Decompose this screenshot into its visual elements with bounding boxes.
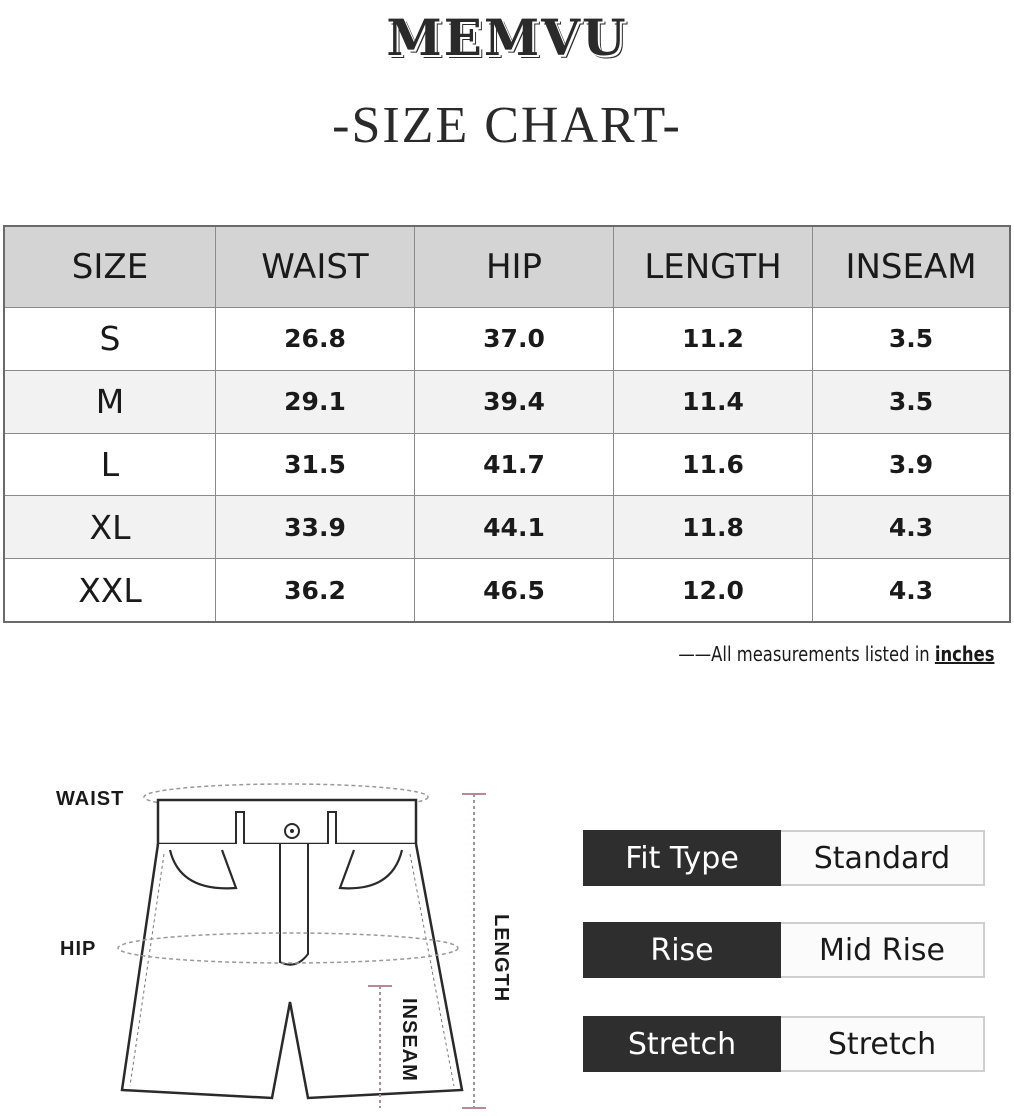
- inseam-cell: 4.3: [813, 496, 1011, 559]
- hip-cell: 44.1: [415, 496, 614, 559]
- size-cell: M: [4, 370, 216, 433]
- table-row: [4, 559, 1010, 622]
- spec-key: Rise: [583, 922, 781, 978]
- inseam-cell: 3.5: [813, 308, 1011, 371]
- table-row: [4, 370, 1010, 433]
- units-note-text: ——All measurements listed in: [677, 642, 935, 666]
- spec-value: Mid Rise: [781, 922, 985, 978]
- length-cell: 11.6: [614, 433, 813, 496]
- inseam-cell: 3.5: [813, 370, 1011, 433]
- column-header-hip: HIP: [415, 226, 614, 308]
- size-cell: XL: [4, 496, 216, 559]
- waist-cell: 36.2: [216, 559, 415, 622]
- table-row: [4, 496, 1010, 559]
- size-cell: XXL: [4, 559, 216, 622]
- spec-key: Fit Type: [583, 830, 781, 886]
- length-cell: 12.0: [614, 559, 813, 622]
- waist-cell: 26.8: [216, 308, 415, 371]
- waist-cell: 29.1: [216, 370, 415, 433]
- waist-cell: 33.9: [216, 496, 415, 559]
- units-note: [678, 642, 994, 666]
- length-cell: 11.8: [614, 496, 813, 559]
- column-header-inseam: INSEAM: [813, 226, 1011, 308]
- size-table: [3, 225, 1011, 623]
- spec-value: Stretch: [781, 1016, 985, 1072]
- hip-cell: 41.7: [415, 433, 614, 496]
- spec-value: Standard: [781, 830, 985, 886]
- spec-row-stretch: [583, 1016, 985, 1072]
- table-header-row: [4, 226, 1010, 308]
- length-label: LENGTH: [490, 914, 512, 1003]
- units-note-unit: inches: [934, 642, 994, 666]
- length-cell: 11.2: [614, 308, 813, 371]
- spec-key: Stretch: [583, 1016, 781, 1072]
- page-title: -SIZE CHART-: [332, 97, 682, 154]
- hip-cell: 46.5: [415, 559, 614, 622]
- brand-logo: MEMVU: [386, 8, 628, 67]
- waist-label: WAIST: [56, 788, 125, 810]
- inseam-cell: 4.3: [813, 559, 1011, 622]
- shorts-measurement-diagram: [40, 770, 540, 1116]
- hip-cell: 37.0: [415, 308, 614, 371]
- table-row: [4, 308, 1010, 371]
- column-header-size: SIZE: [4, 226, 216, 308]
- waistband-shape: [158, 800, 416, 844]
- column-header-waist: WAIST: [216, 226, 415, 308]
- spec-row-rise: [583, 922, 985, 978]
- inseam-label: INSEAM: [398, 998, 420, 1082]
- hip-label: HIP: [60, 938, 97, 960]
- length-cell: 11.4: [614, 370, 813, 433]
- column-header-length: LENGTH: [614, 226, 813, 308]
- shorts-illustration: [40, 770, 540, 1116]
- size-cell: S: [4, 308, 216, 371]
- spec-row-fit-type: [583, 830, 985, 886]
- table-row: [4, 433, 1010, 496]
- hip-cell: 39.4: [415, 370, 614, 433]
- waist-cell: 31.5: [216, 433, 415, 496]
- size-cell: L: [4, 433, 216, 496]
- inseam-cell: 3.9: [813, 433, 1011, 496]
